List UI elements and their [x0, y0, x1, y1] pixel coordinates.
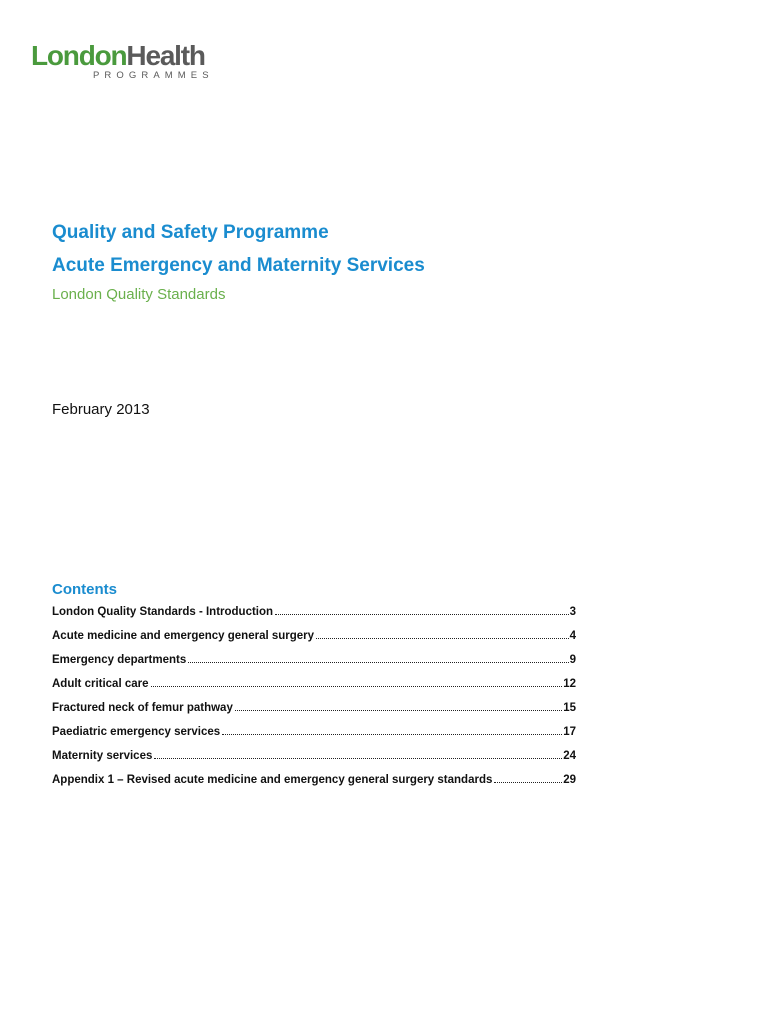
- toc-entry-page: 17: [563, 726, 576, 738]
- table-of-contents: [52, 580, 576, 798]
- document-subtitle: London Quality Standards: [52, 286, 226, 303]
- toc-entry[interactable]: [52, 726, 576, 750]
- document-title-line-2: Acute Emergency and Maternity Services: [52, 255, 425, 276]
- toc-entry[interactable]: [52, 774, 576, 798]
- toc-entry[interactable]: [52, 630, 576, 654]
- london-health-programmes-logo: [31, 42, 236, 82]
- toc-entry-label: Appendix 1 – Revised acute medicine and emergency general surgery standards: [52, 774, 493, 786]
- logo-wordmark: [31, 42, 236, 70]
- toc-entry-page: 24: [563, 750, 576, 762]
- toc-leader-dots: [275, 614, 569, 615]
- contents-heading: Contents: [52, 581, 117, 598]
- toc-entry-label: Adult critical care: [52, 678, 149, 690]
- toc-entry-label: Maternity services: [52, 750, 153, 762]
- toc-entry-page: 3: [569, 606, 576, 618]
- logo-word-london: London: [31, 40, 127, 71]
- toc-entry[interactable]: [52, 750, 576, 774]
- toc-entry-label: London Quality Standards - Introduction: [52, 606, 274, 618]
- toc-entry-label: Emergency departments: [52, 654, 187, 666]
- toc-leader-dots: [222, 734, 562, 735]
- toc-entry-page: 9: [569, 654, 576, 666]
- toc-entry[interactable]: [52, 702, 576, 726]
- logo-subtitle: PROGRAMMES: [93, 70, 214, 81]
- document-date: February 2013: [52, 401, 150, 418]
- toc-leader-dots: [188, 662, 568, 663]
- toc-leader-dots: [151, 686, 563, 687]
- toc-entry-label: Fractured neck of femur pathway: [52, 702, 233, 714]
- toc-entry[interactable]: [52, 606, 576, 630]
- toc-entry-label: Acute medicine and emergency general surgery: [52, 630, 315, 642]
- logo-word-health: Health: [126, 40, 205, 71]
- toc-entry-page: 15: [563, 702, 576, 714]
- toc-entry[interactable]: [52, 678, 576, 702]
- toc-entry[interactable]: [52, 654, 576, 678]
- toc-entry-page: 4: [569, 630, 576, 642]
- toc-entry-page: 29: [563, 774, 576, 786]
- title-block: [52, 220, 652, 305]
- toc-leader-dots: [235, 710, 562, 711]
- toc-leader-dots: [316, 638, 569, 639]
- toc-entry-label: Paediatric emergency services: [52, 726, 221, 738]
- toc-entry-page: 12: [563, 678, 576, 690]
- toc-leader-dots: [154, 758, 562, 759]
- document-title-line-1: Quality and Safety Programme: [52, 222, 329, 243]
- toc-leader-dots: [494, 782, 562, 783]
